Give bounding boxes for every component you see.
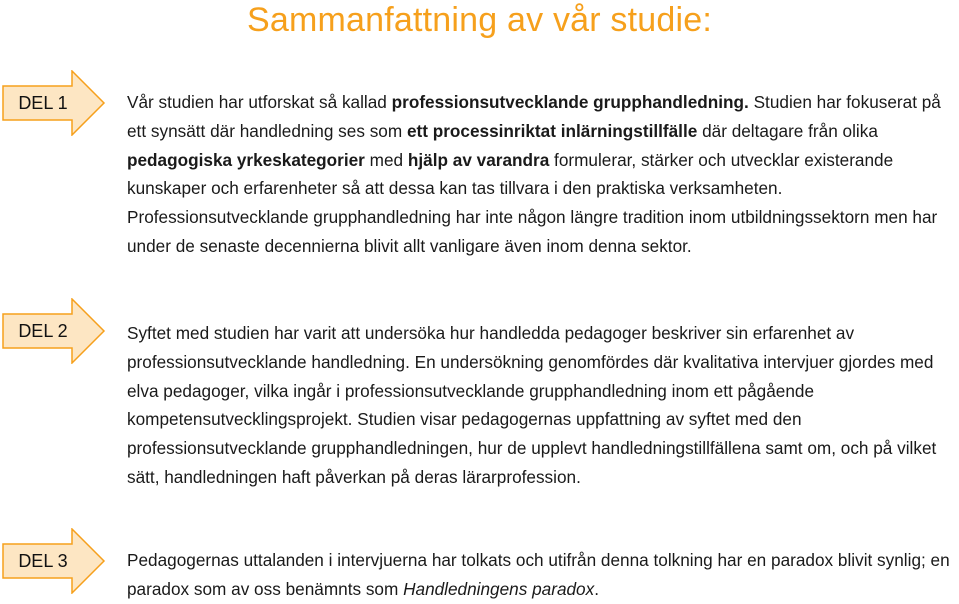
text-run-bold: hjälp av varandra xyxy=(407,149,550,170)
text-run-bold: professionsutvecklande grupphandledning. xyxy=(391,92,749,112)
text-run-bold: pedagogiska yrkeskategorier xyxy=(127,149,365,170)
text-run: . xyxy=(594,578,599,599)
section-1-arrow xyxy=(2,70,106,136)
text-run: Pedagogernas uttalanden i intervjuerna har tolkats och utifrån denna tolkning har en paradox blivit synlig; en paradox som av oss benämnts som xyxy=(127,550,950,599)
section-2-arrow xyxy=(2,298,106,364)
text-run: Vår studien har utforskat så kallad xyxy=(127,92,392,112)
text-run-italic: Handledningens paradox xyxy=(403,578,595,599)
section-3-label: DEL 3 xyxy=(18,551,68,571)
text-run: med xyxy=(364,149,408,170)
section-2-label: DEL 2 xyxy=(18,321,68,341)
text-run: Syftet med studien har varit att undersöka hur handledda pedagoger beskriver sin erfarenhet av professionsutvecklande handledning. En undersökning genomfördes där kvalitativa intervjuer gjordes med elva pedagoger, vilka ingår i professionsutvecklande grupphandledning inom ett pågående kompetensutvecklingsprojekt. Studien visar pedagogernas uppfattning av syftet med den professionsutvecklande grupphandledningen, hur de upplevt handledningstillfällena samt om, och på vilket sätt, handledningen haft påverkan på deras lärarprofession. xyxy=(127,323,937,487)
page-title: Sammanfattning av vår studie: xyxy=(246,1,713,39)
text-run: formulerar, stärker och utvecklar existerande kunskaper och erfarenheter så att dessa kan tas tillvara i den praktiska verksamheten. Professionsutvecklande grupphandledning har inte någon längre tradition inom utbildningssektorn men har under de senaste decennierna blivit allt vanligare även inom denna sektor. xyxy=(127,149,938,256)
section-1-label: DEL 1 xyxy=(18,93,68,113)
text-run: där deltagare från olika xyxy=(697,120,878,141)
section-1-text xyxy=(127,88,957,261)
section-3-text xyxy=(127,546,957,604)
text-run-bold: ett processinriktat inlärningstillfälle xyxy=(406,120,698,141)
section-3-arrow xyxy=(2,528,106,594)
text-run: Studien har fokuserat på ett synsätt där handledning ses som xyxy=(127,92,941,141)
section-2-text xyxy=(127,319,957,492)
